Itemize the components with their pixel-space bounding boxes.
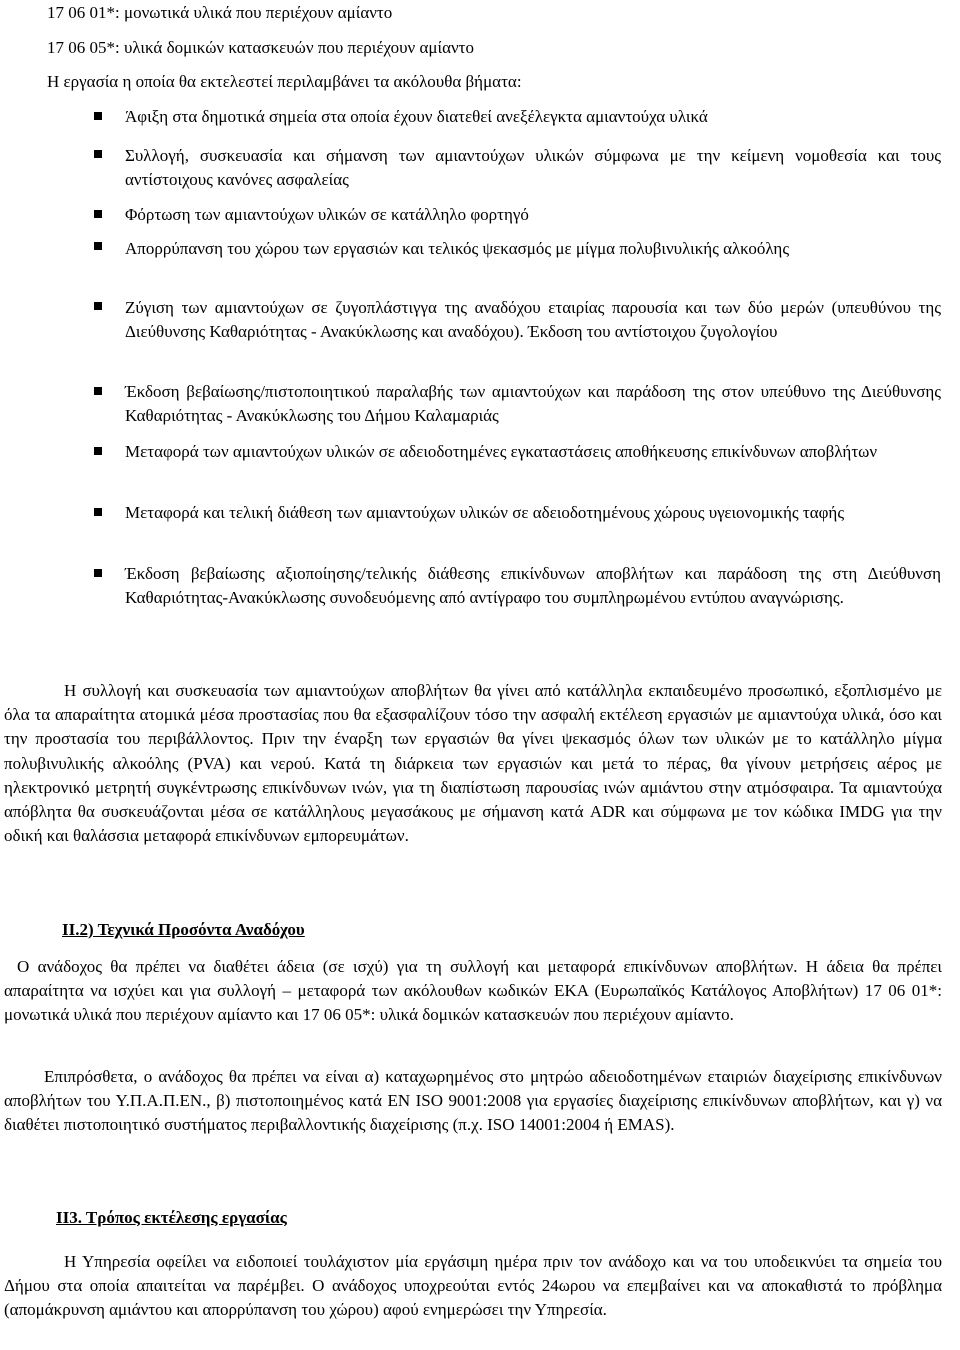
bullet-square-icon [94,569,102,577]
section-3-paragraph-1: Η Υπηρεσία οφείλει να ειδοποιεί τουλάχιστον μία εργάσιμη ημέρα πριν τον ανάδοχο και να του υποδεικνύει τα σημεία του Δήμου στα οποία απαιτείται να παρέμβει. Ο ανάδοχος υποχρεούται εντός 24ωρου να επεμβαίνει και να αποκαθιστά το πρόβλημα (απομάκρυνση αμιάντου και απορρύπανση του χώρου) αφού ενημερώσει την Υπηρεσία. [4,1252,942,1320]
bullet-square-icon [94,150,102,158]
step-item: Έκδοση βεβαίωσης αξιοποίησης/τελικής διάθεσης επικίνδυνων αποβλήτων και παράδοση της στη Διεύθυνση Καθαριότητας-Ανακύκλωσης συνοδευόμενης από αντίγραφο του συμπληρωμένου εντύπου αναγνώρισης. [125,564,941,607]
waste-code-line-1: 17 06 01*: μονωτικά υλικά που περιέχουν αμίαντο [47,3,393,22]
step-item: Απορρύπανση του χώρου των εργασιών και τελικός ψεκασμός με μίγμα πολυβινυλικής αλκοόλης [125,239,790,258]
step-item: Μεταφορά και τελική διάθεση των αμιαντούχων υλικών σε αδειοδοτημένους χώρους υγειονομικής ταφής [125,503,845,522]
section-2-paragraph-1: Ο ανάδοχος θα πρέπει να διαθέτει άδεια (σε ισχύ) για τη συλλογή και μεταφορά επικίνδυνων αποβλήτων. Η άδεια θα πρέπει απαραίτητα να ισχύει και για συλλογή – μεταφορά των ακόλουθων κωδικών ΕΚΑ (Ευρωπαϊκός Κατάλογος Αποβλήτων) 17 06 01*: μονωτικά υλικά που περιέχουν αμίαντο και 17 06 05*: υλικά δομικών κατασκευών που περιέχουν αμίαντο. [4,957,942,1025]
step-item: Ζύγιση των αμιαντούχων σε ζυγοπλάστιγγα της αναδόχου εταιρίας παρουσία και των δύο μερών (υπευθύνου της Διεύθυνσης Καθαριότητας - Ανακύκλωσης και αναδόχου). Έκδοση του αντίστοιχου ζυγολογίου [125,298,941,341]
waste-code-line-2: 17 06 05*: υλικά δομικών κατασκευών που περιέχουν αμίαντο [47,38,475,57]
bullet-square-icon [94,447,102,455]
step-item: Συλλογή, συσκευασία και σήμανση των αμιαντούχων υλικών σύμφωνα με την κείμενη νομοθεσία και τους αντίστοιχους κανόνες ασφαλείας [125,146,941,189]
collection-paragraph: Η συλλογή και συσκευασία των αμιαντούχων αποβλήτων θα γίνει από κατάλληλα εκπαιδευμένο προσωπικό, εξοπλισμένο με όλα τα απαραίτητα ατομικά μέσα προστασίας που θα εξασφαλίζουν τόσο την ασφαλή εκτέλεση εργασιών με αμιαντούχα υλικά, όσο και την προστασία του περιβάλλοντος. Πριν την έναρξη των εργασιών θα γίνει ψεκασμός όλων των υλικών με το κατάλληλο μίγμα πολυβινυλικής αλκοόλης (PVA) και νερού. Κατά τη διάρκεια των εργασιών και μετά το πέρας, θα γίνουν μετρήσεις αέρος με ηλεκτρονικό μετρητή συγκέντρωσης επικίνδυνων ινών, για τη διαπίστωση παρουσίας ινών αμιάντου στην ατμόσφαιρα. Τα αμιαντούχα απόβλητα θα συσκευάζονται μέσα σε κατάλληλους μεγασάκους με σήμανση κατά ADR και σύμφωνα με τον κώδικα IMDG για την οδική και θαλάσσια μεταφορά επικίνδυνων εμπορευμάτων. [4,681,942,846]
step-item: Έκδοση βεβαίωσης/πιστοποιητικού παραλαβής των αμιαντούχων και παράδοση της στον υπεύθυνο της Διεύθυνσης Καθαριότητας - Ανακύκλωσης του Δήμου Καλαμαριάς [125,382,941,425]
step-item: Φόρτωση των αμιαντούχων υλικών σε κατάλληλο φορτηγό [125,205,529,224]
step-item: Μεταφορά των αμιαντούχων υλικών σε αδειοδοτημένες εγκαταστάσεις αποθήκευσης επικίνδυνων αποβλήτων [125,442,878,461]
section-3-heading: ΙΙ3. Τρόπος εκτέλεσης εργασίας [56,1208,287,1227]
bullet-square-icon [94,387,102,395]
section-2-heading: ΙΙ.2) Τεχνικά Προσόντα Αναδόχου [62,920,305,939]
bullet-square-icon [94,112,102,120]
bullet-square-icon [94,508,102,516]
steps-intro: Η εργασία η οποία θα εκτελεστεί περιλαμβάνει τα ακόλουθα βήματα: [47,72,522,91]
bullet-square-icon [94,210,102,218]
bullet-square-icon [94,302,102,310]
bullet-square-icon [94,242,102,250]
step-item: Άφιξη στα δημοτικά σημεία στα οποία έχουν διατεθεί ανεξέλεγκτα αμιαντούχα υλικά [125,107,708,126]
section-2-paragraph-2: Επιπρόσθετα, ο ανάδοχος θα πρέπει να είναι α) καταχωρημένος στο μητρώο αδειοδοτημένων εταιριών διαχείρισης επικίνδυνων αποβλήτων του Υ.Π.Α.Π.ΕΝ., β) πιστοποιημένος κατά ΕΝ ISO 9001:2008 για εργασίες διαχείρισης επικίνδυνων αποβλήτων, και γ) να διαθέτει πιστοποιητικό συστήματος περιβαλλοντικής διαχείρισης (π.χ. ISO 14001:2004 ή EMAS). [4,1067,942,1135]
